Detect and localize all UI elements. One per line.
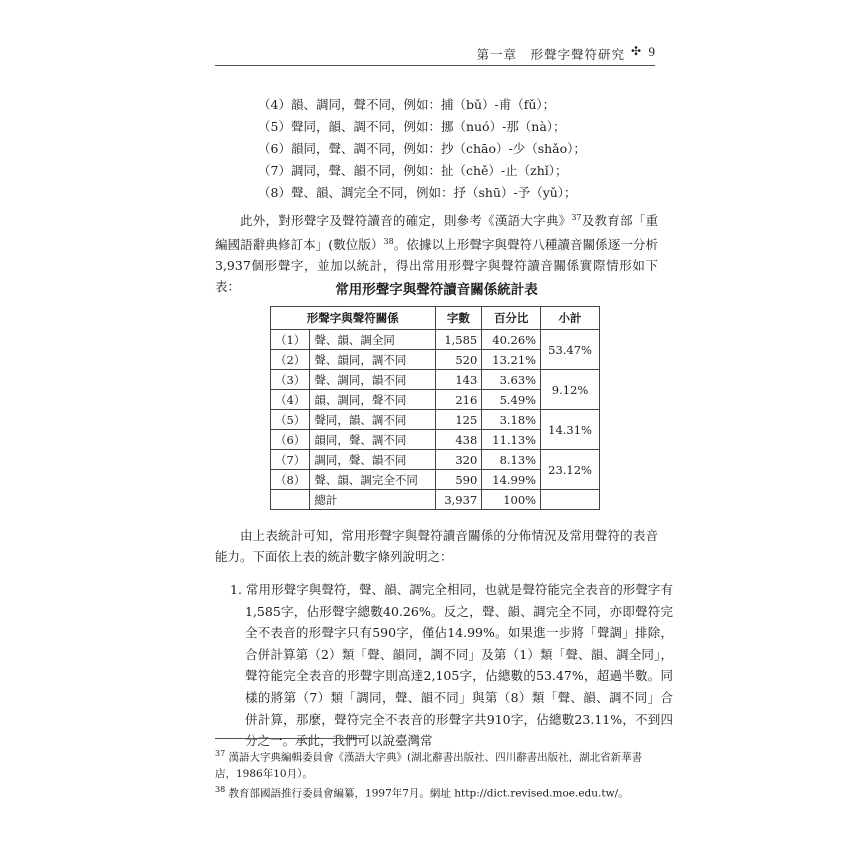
relation-cell: 韻同，聲、調不同 <box>310 430 435 450</box>
paragraph-text: 此外，對形聲字及聲符讀音的確定，則參考《漢語大字典》 <box>240 213 572 229</box>
percent-cell: 8.13% <box>482 450 541 470</box>
numbered-point: 1. 常用形聲字與聲符，聲、韻、調完全相同，也就是聲符能完全表音的形聲字有1,585字，佔形聲字總數40.26%。反之，聲、韻、調完全不同，亦即聲符完全不表音的形聲字只有590字，僅佔14.99%。如果進一步將「聲調」排除，合併計算第（2）類「聲、韻同，調不同」及第（1）類「聲、韻、調全同」，聲符能完全表音的形聲字則高達2,105字，佔總數的53.47%，超過半數。同樣的將第（7）類「調同，聲、韻不同」與第（8）類「聲、韻、調不同」合併計算，那麼，聲符完全不表音的形聲字共910字，佔總數23.11%，不到四分之一。承此，我們可以說臺灣常 <box>230 582 673 749</box>
relation-cell: 聲同，韻、調不同 <box>310 410 435 430</box>
count-cell: 216 <box>435 390 482 410</box>
ornament-icon: ✣ <box>630 44 641 58</box>
subtotal-cell: 14.31% <box>541 410 600 450</box>
subtotal-cell <box>541 490 600 510</box>
footnote-text: 教育部國語推行委員會編纂，1997年7月。網址 http://dict.revised.moe.edu.tw/。 <box>228 787 629 800</box>
running-title: 第一章 形聲字聲符研究 <box>476 47 625 62</box>
row-index: （7） <box>271 450 310 470</box>
row-index: （4） <box>271 390 310 410</box>
row-index <box>271 490 310 510</box>
table-row <box>271 450 600 470</box>
footnote-number: 38 <box>215 785 226 794</box>
count-cell: 590 <box>435 470 482 490</box>
footnote-number: 37 <box>215 749 226 758</box>
total-label: 總計 <box>310 490 435 510</box>
count-cell: 320 <box>435 450 482 470</box>
percent-cell: 14.99% <box>482 470 541 490</box>
relation-cell: 調同，聲、韻不同 <box>310 450 435 470</box>
row-index: （6） <box>271 430 310 450</box>
subtotal-cell: 9.12% <box>541 370 600 410</box>
statistics-table <box>270 306 600 510</box>
running-header <box>215 43 655 66</box>
table-total-row <box>271 490 600 510</box>
footnote <box>215 746 658 782</box>
relation-cell: 聲、韻同，調不同 <box>310 350 435 370</box>
relation-cell: 韻、調同，聲不同 <box>310 390 435 410</box>
row-index: （5） <box>271 410 310 430</box>
table-caption: 常用形聲字與聲符讀音關係統計表 <box>335 282 538 298</box>
percent-cell: 40.26% <box>482 330 541 350</box>
footnote <box>215 782 658 802</box>
list-item: （4）韻、調同，聲不同，例如：捕（bǔ）-甫（fǔ）； <box>258 97 556 112</box>
percent-cell: 11.13% <box>482 430 541 450</box>
list-item: （5）聲同，韻、調不同，例如：挪（nuó）-那（nà）； <box>258 119 566 134</box>
table-header-row <box>271 307 600 330</box>
relation-cell: 聲、韻、調全同 <box>310 330 435 350</box>
list-item: （8）聲、韻、調完全不同，例如：抒（shū）-予（yǔ）； <box>258 185 577 200</box>
paragraph-text: 及教育部「重編國語辭典修訂本」(數位版） <box>215 213 658 253</box>
footnote-ref[interactable]: 37 <box>571 213 582 222</box>
table-row <box>271 370 600 390</box>
column-header: 百分比 <box>482 307 541 330</box>
column-header: 字數 <box>435 307 482 330</box>
table-row <box>271 410 600 430</box>
count-cell: 143 <box>435 370 482 390</box>
column-header: 小計 <box>541 307 600 330</box>
table-row <box>271 330 600 350</box>
relation-cell: 聲、調同，韻不同 <box>310 370 435 390</box>
list-item: （7）調同，聲、韻不同，例如：扯（chě）-止（zhǐ）； <box>258 163 568 178</box>
column-header: 形聲字與聲符關係 <box>271 307 436 330</box>
total-count: 3,937 <box>435 490 482 510</box>
subtotal-cell: 23.12% <box>541 450 600 490</box>
page-number: 9 <box>648 44 655 59</box>
count-cell: 438 <box>435 430 482 450</box>
list-item: （6）韻同，聲、調不同，例如：抄（chāo）-少（shǎo）； <box>258 141 586 156</box>
count-cell: 520 <box>435 350 482 370</box>
percent-cell: 3.63% <box>482 370 541 390</box>
total-percent: 100% <box>482 490 541 510</box>
row-index: （1） <box>271 330 310 350</box>
footnote-divider <box>215 738 365 739</box>
subtotal-cell: 53.47% <box>541 330 600 370</box>
row-index: （3） <box>271 370 310 390</box>
count-cell: 125 <box>435 410 482 430</box>
row-index: （2） <box>271 350 310 370</box>
row-index: （8） <box>271 470 310 490</box>
percent-cell: 3.18% <box>482 410 541 430</box>
percent-cell: 5.49% <box>482 390 541 410</box>
footnote-ref[interactable]: 38 <box>383 237 394 247</box>
relation-cell: 聲、韻、調完全不同 <box>310 470 435 490</box>
footnote-text: 漢語大字典編輯委員會《漢語大字典》(湖北辭書出版社、四川辭書出版社，湖北省新華書店，1986年10月）。 <box>215 751 643 780</box>
analysis-paragraph: 由上表統計可知，常用形聲字與聲符讀音關係的分佈情況及常用聲符的表音能力。下面依上表的統計數字條列說明之： <box>215 528 658 564</box>
paragraph-text: 。依據以上形聲字與聲符八種讀音關係逐一分析3,937個形聲字，並加以統計，得出常用形聲字與聲符讀音關係實際情形如下表： <box>215 237 658 295</box>
count-cell: 1,585 <box>435 330 482 350</box>
percent-cell: 13.21% <box>482 350 541 370</box>
relation-list <box>258 94 638 204</box>
